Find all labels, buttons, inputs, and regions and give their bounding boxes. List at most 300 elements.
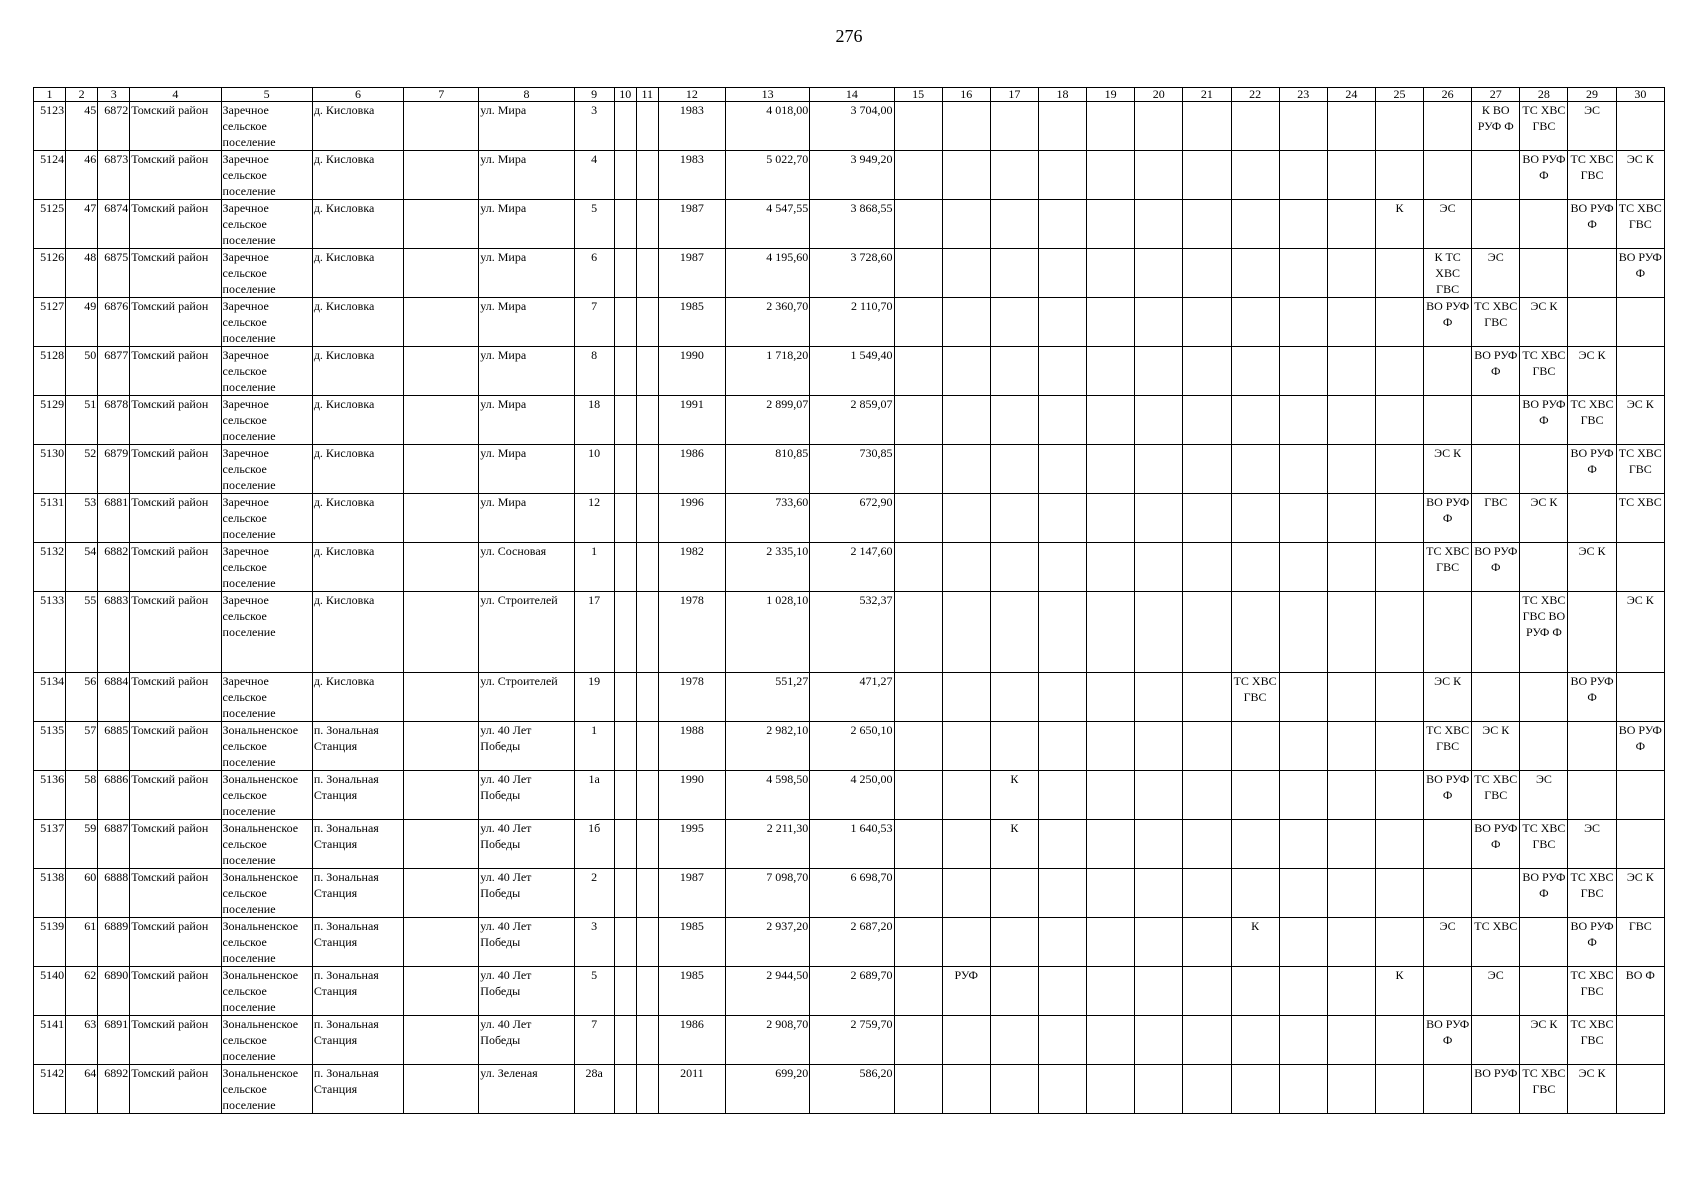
table-cell: Томский район [130, 200, 221, 249]
table-cell [614, 1016, 636, 1065]
table-cell: 2 944,50 [726, 967, 810, 1016]
table-cell: 6890 [98, 967, 130, 1016]
table-row [34, 967, 1665, 1016]
table-cell: 3 868,55 [810, 200, 894, 249]
table-cell [1135, 249, 1183, 298]
table-cell: 5 022,70 [726, 151, 810, 200]
table-cell [1424, 396, 1472, 445]
table-cell [636, 102, 658, 151]
table-cell: п. Зональная Станция [312, 722, 403, 771]
table-cell: 12 [574, 494, 614, 543]
column-header: 3 [98, 88, 130, 102]
table-cell [1087, 1016, 1135, 1065]
table-cell: ул. Строителей [479, 673, 574, 722]
table-cell [614, 722, 636, 771]
column-header: 11 [636, 88, 658, 102]
table-cell: ВО РУФ Ф [1520, 151, 1568, 200]
table-cell [614, 592, 636, 673]
table-cell: ул. Мира [479, 445, 574, 494]
table-cell: ТС ХВС ГВС [1520, 347, 1568, 396]
table-cell [1327, 820, 1375, 869]
column-header: 4 [130, 88, 221, 102]
table-cell [1038, 771, 1086, 820]
table-cell [1231, 151, 1279, 200]
table-cell: 50 [66, 347, 98, 396]
table-cell [1375, 102, 1423, 151]
table-cell [404, 771, 479, 820]
table-cell: 4 [574, 151, 614, 200]
table-cell: Зональненское сельское поселение [221, 771, 312, 820]
table-cell: К [990, 820, 1038, 869]
table-cell: Зональненское сельское поселение [221, 1065, 312, 1114]
table-cell [894, 445, 942, 494]
table-cell [404, 396, 479, 445]
table-cell [1231, 820, 1279, 869]
table-row [34, 592, 1665, 673]
table-cell [1231, 200, 1279, 249]
table-cell: ТС ХВС ГВС ВО РУФ Ф [1520, 592, 1568, 673]
table-cell [614, 151, 636, 200]
table-cell [1038, 494, 1086, 543]
table-cell: ЭС К [1520, 298, 1568, 347]
table-cell [1279, 1016, 1327, 1065]
table-cell: ЭС [1472, 249, 1520, 298]
table-cell [1279, 200, 1327, 249]
table-cell: 5 [574, 200, 614, 249]
table-cell: 730,85 [810, 445, 894, 494]
table-cell [990, 1016, 1038, 1065]
table-cell: ТС ХВС ГВС [1568, 869, 1616, 918]
table-cell [1087, 543, 1135, 592]
table-cell [404, 543, 479, 592]
table-cell [942, 592, 990, 673]
table-cell [1375, 820, 1423, 869]
table-cell [1375, 543, 1423, 592]
table-cell [1087, 771, 1135, 820]
table-cell [1038, 592, 1086, 673]
table-cell: К [1375, 967, 1423, 1016]
table-cell [614, 1065, 636, 1114]
table-cell [1135, 445, 1183, 494]
table-cell [1183, 592, 1231, 673]
table-cell [990, 543, 1038, 592]
table-cell: 1 549,40 [810, 347, 894, 396]
table-cell: 5142 [34, 1065, 66, 1114]
table-cell: 2 689,70 [810, 967, 894, 1016]
table-cell [1038, 869, 1086, 918]
column-header: 14 [810, 88, 894, 102]
table-cell: 5127 [34, 298, 66, 347]
table-row [34, 543, 1665, 592]
table-cell: 1 [574, 722, 614, 771]
table-cell: 4 250,00 [810, 771, 894, 820]
table-cell: 1983 [658, 151, 725, 200]
table-cell [942, 722, 990, 771]
table-cell [1327, 771, 1375, 820]
table-cell: 2 908,70 [726, 1016, 810, 1065]
table-cell [636, 771, 658, 820]
table-cell: 62 [66, 967, 98, 1016]
table-cell: д. Кисловка [312, 673, 403, 722]
table-cell: К [990, 771, 1038, 820]
column-header: 17 [990, 88, 1038, 102]
table-cell [1279, 820, 1327, 869]
table-cell: 2 687,20 [810, 918, 894, 967]
table-cell [1279, 918, 1327, 967]
table-cell [1520, 967, 1568, 1016]
table-row [34, 1016, 1665, 1065]
table-cell: 2 650,10 [810, 722, 894, 771]
table-cell [404, 200, 479, 249]
table-cell: 5141 [34, 1016, 66, 1065]
table-cell [1279, 869, 1327, 918]
table-cell [990, 249, 1038, 298]
table-cell: 1986 [658, 1016, 725, 1065]
table-cell [1038, 673, 1086, 722]
table-cell [990, 151, 1038, 200]
table-cell: 6887 [98, 820, 130, 869]
table-cell [404, 918, 479, 967]
table-cell [1183, 722, 1231, 771]
table-cell: К ВО РУФ Ф [1472, 102, 1520, 151]
table-cell: 6881 [98, 494, 130, 543]
table-cell [1183, 445, 1231, 494]
table-cell [894, 249, 942, 298]
table-cell [614, 298, 636, 347]
table-cell [1183, 494, 1231, 543]
table-cell [614, 820, 636, 869]
table-cell [1087, 967, 1135, 1016]
table-cell [614, 771, 636, 820]
table-cell [1375, 771, 1423, 820]
table-cell: ТС ХВС ГВС [1568, 1016, 1616, 1065]
table-cell: 1982 [658, 543, 725, 592]
table-cell [1038, 820, 1086, 869]
table-cell [1135, 396, 1183, 445]
table-cell: 4 598,50 [726, 771, 810, 820]
table-cell [1279, 673, 1327, 722]
table-cell: 3 [574, 918, 614, 967]
table-cell [1472, 396, 1520, 445]
table-cell [636, 151, 658, 200]
table-cell [990, 592, 1038, 673]
table-cell: ул. Сосновая [479, 543, 574, 592]
table-cell [894, 298, 942, 347]
table-cell: ЭС К [1520, 494, 1568, 543]
table-cell: ВО РУФ Ф [1424, 494, 1472, 543]
table-cell [404, 445, 479, 494]
table-cell [1472, 869, 1520, 918]
table-cell [1087, 869, 1135, 918]
table-cell: 5139 [34, 918, 66, 967]
table-cell: 1996 [658, 494, 725, 543]
table-cell [404, 673, 479, 722]
table-cell [1231, 722, 1279, 771]
table-cell [1183, 298, 1231, 347]
table-cell: ВО РУФ Ф [1568, 918, 1616, 967]
table-cell: п. Зональная Станция [312, 771, 403, 820]
table-cell: Томский район [130, 445, 221, 494]
table-cell: 1985 [658, 967, 725, 1016]
table-cell: ЭС К [1616, 396, 1664, 445]
table-cell: ГВС [1616, 918, 1664, 967]
table-cell: 2 110,70 [810, 298, 894, 347]
table-cell [1424, 869, 1472, 918]
table-cell [1135, 298, 1183, 347]
table-cell: ВО РУФ Ф [1616, 722, 1664, 771]
table-cell: ул. Мира [479, 249, 574, 298]
table-cell [1135, 200, 1183, 249]
column-header: 25 [1375, 88, 1423, 102]
table-cell: 551,27 [726, 673, 810, 722]
table-cell: 6878 [98, 396, 130, 445]
table-row [34, 722, 1665, 771]
table-cell [990, 1065, 1038, 1114]
table-cell [990, 967, 1038, 1016]
table-cell: 48 [66, 249, 98, 298]
table-cell: 57 [66, 722, 98, 771]
table-cell [1520, 445, 1568, 494]
table-cell [1087, 102, 1135, 151]
table-cell [1038, 200, 1086, 249]
table-row [34, 200, 1665, 249]
table-cell: ЭС К [1616, 869, 1664, 918]
table-cell [1087, 445, 1135, 494]
table-cell: 17 [574, 592, 614, 673]
table-cell [1183, 967, 1231, 1016]
column-header: 30 [1616, 88, 1664, 102]
table-cell [894, 543, 942, 592]
table-cell [1520, 673, 1568, 722]
table-cell [1135, 918, 1183, 967]
table-cell: 1990 [658, 771, 725, 820]
table-cell: 1985 [658, 298, 725, 347]
table-cell [1183, 249, 1231, 298]
table-cell: 1 718,20 [726, 347, 810, 396]
table-cell: 4 547,55 [726, 200, 810, 249]
table-cell [894, 151, 942, 200]
table-cell [636, 820, 658, 869]
table-cell [1087, 1065, 1135, 1114]
table-cell [1231, 967, 1279, 1016]
table-cell [1375, 722, 1423, 771]
table-cell [1424, 592, 1472, 673]
table-cell [1375, 298, 1423, 347]
table-cell: 63 [66, 1016, 98, 1065]
table-cell: Томский район [130, 151, 221, 200]
table-cell [1375, 151, 1423, 200]
table-cell: 19 [574, 673, 614, 722]
table-cell [404, 494, 479, 543]
table-cell: 6873 [98, 151, 130, 200]
table-cell [1568, 592, 1616, 673]
table-cell [942, 102, 990, 151]
table-cell [1327, 918, 1375, 967]
table-cell: 61 [66, 918, 98, 967]
table-cell: ул. 40 Лет Победы [479, 869, 574, 918]
table-cell [1279, 249, 1327, 298]
table-cell [1279, 102, 1327, 151]
table-cell [1520, 918, 1568, 967]
table-cell: 5128 [34, 347, 66, 396]
table-row [34, 494, 1665, 543]
table-cell [990, 918, 1038, 967]
table-cell [1616, 347, 1664, 396]
table-cell: 6891 [98, 1016, 130, 1065]
table-cell [1087, 592, 1135, 673]
table-cell [1183, 396, 1231, 445]
table-cell [990, 347, 1038, 396]
table-cell: ул. Зеленая [479, 1065, 574, 1114]
table-cell [636, 249, 658, 298]
table-cell [636, 592, 658, 673]
table-cell [614, 249, 636, 298]
column-header: 18 [1038, 88, 1086, 102]
table-cell [942, 347, 990, 396]
table-cell: ЭС К [1568, 347, 1616, 396]
table-cell: Томский район [130, 1016, 221, 1065]
table-cell: 2 335,10 [726, 543, 810, 592]
table-cell: 7 [574, 1016, 614, 1065]
table-cell: 1990 [658, 347, 725, 396]
table-cell [1327, 102, 1375, 151]
table-cell: 1б [574, 820, 614, 869]
table-cell: ул. 40 Лет Победы [479, 771, 574, 820]
table-cell: 3 [574, 102, 614, 151]
table-cell: 10 [574, 445, 614, 494]
table-cell [1279, 543, 1327, 592]
table-cell [614, 673, 636, 722]
table-cell: п. Зональная Станция [312, 918, 403, 967]
table-cell: Зональненское сельское поселение [221, 820, 312, 869]
table-cell: ул. Мира [479, 298, 574, 347]
table-cell [1327, 869, 1375, 918]
table-cell [1183, 1016, 1231, 1065]
table-cell: ВО РУФ Ф [1568, 445, 1616, 494]
table-cell: 733,60 [726, 494, 810, 543]
table-cell: Томский район [130, 543, 221, 592]
table-cell: 54 [66, 543, 98, 592]
table-cell [1231, 1065, 1279, 1114]
table-cell [1520, 249, 1568, 298]
table-cell: ЭС К [1616, 151, 1664, 200]
table-cell: ул. Мира [479, 200, 574, 249]
table-cell [1135, 151, 1183, 200]
table-cell [404, 102, 479, 151]
table-cell: д. Кисловка [312, 494, 403, 543]
table-cell: К [1375, 200, 1423, 249]
table-cell [1279, 592, 1327, 673]
table-cell [636, 869, 658, 918]
table-cell: РУФ [942, 967, 990, 1016]
table-cell: 1987 [658, 249, 725, 298]
table-cell [942, 151, 990, 200]
table-row [34, 673, 1665, 722]
column-header: 21 [1183, 88, 1231, 102]
table-body [34, 102, 1665, 1114]
table-cell [404, 347, 479, 396]
table-cell: ул. Мира [479, 151, 574, 200]
table-cell [1375, 347, 1423, 396]
table-cell [1375, 494, 1423, 543]
table-cell [1231, 445, 1279, 494]
table-cell: Заречное сельское поселение [221, 592, 312, 673]
table-cell: п. Зональная Станция [312, 1016, 403, 1065]
table-cell [990, 396, 1038, 445]
table-cell: 53 [66, 494, 98, 543]
table-cell [1135, 1065, 1183, 1114]
table-cell [894, 494, 942, 543]
table-cell [636, 543, 658, 592]
table-cell [1424, 347, 1472, 396]
table-cell: ТС ХВС ГВС [1424, 543, 1472, 592]
table-cell: 3 704,00 [810, 102, 894, 151]
table-cell: ул. 40 Лет Победы [479, 967, 574, 1016]
table-cell [1568, 298, 1616, 347]
table-cell: ЭС К [1472, 722, 1520, 771]
table-cell: ВО РУФ Ф [1568, 673, 1616, 722]
table-cell [1135, 820, 1183, 869]
table-cell [1568, 494, 1616, 543]
table-cell [1231, 592, 1279, 673]
table-cell [614, 347, 636, 396]
table-cell: 6872 [98, 102, 130, 151]
table-cell: Томский район [130, 249, 221, 298]
table-cell: ТС ХВС ГВС [1472, 298, 1520, 347]
table-cell [1183, 102, 1231, 151]
table-cell [1375, 592, 1423, 673]
table-cell [1472, 200, 1520, 249]
table-cell: 2 759,70 [810, 1016, 894, 1065]
table-cell [1183, 347, 1231, 396]
table-cell: 2 [574, 869, 614, 918]
table-cell [614, 543, 636, 592]
table-cell: 5134 [34, 673, 66, 722]
table-cell: Томский район [130, 102, 221, 151]
table-cell: Зональненское сельское поселение [221, 967, 312, 1016]
table-cell: Томский район [130, 820, 221, 869]
table-cell: д. Кисловка [312, 347, 403, 396]
table-cell: 6884 [98, 673, 130, 722]
column-header: 1 [34, 88, 66, 102]
table-cell [1568, 722, 1616, 771]
table-cell: 586,20 [810, 1065, 894, 1114]
table-cell: 18 [574, 396, 614, 445]
table-cell [1231, 771, 1279, 820]
table-cell: ЭС [1568, 102, 1616, 151]
column-header: 26 [1424, 88, 1472, 102]
table-cell: 6889 [98, 918, 130, 967]
table-cell [1183, 820, 1231, 869]
table-cell [1520, 722, 1568, 771]
table-cell: ГВС [1472, 494, 1520, 543]
table-cell: 55 [66, 592, 98, 673]
table-cell [614, 869, 636, 918]
table-cell [1327, 967, 1375, 1016]
table-cell [1087, 249, 1135, 298]
table-cell [1327, 1016, 1375, 1065]
table-cell [1038, 722, 1086, 771]
table-cell [1616, 673, 1664, 722]
table-cell [1568, 771, 1616, 820]
table-cell: 28а [574, 1065, 614, 1114]
table-cell: 5126 [34, 249, 66, 298]
table-cell [894, 396, 942, 445]
table-cell [1279, 1065, 1327, 1114]
table-cell [990, 494, 1038, 543]
table-cell: 5136 [34, 771, 66, 820]
column-header: 22 [1231, 88, 1279, 102]
